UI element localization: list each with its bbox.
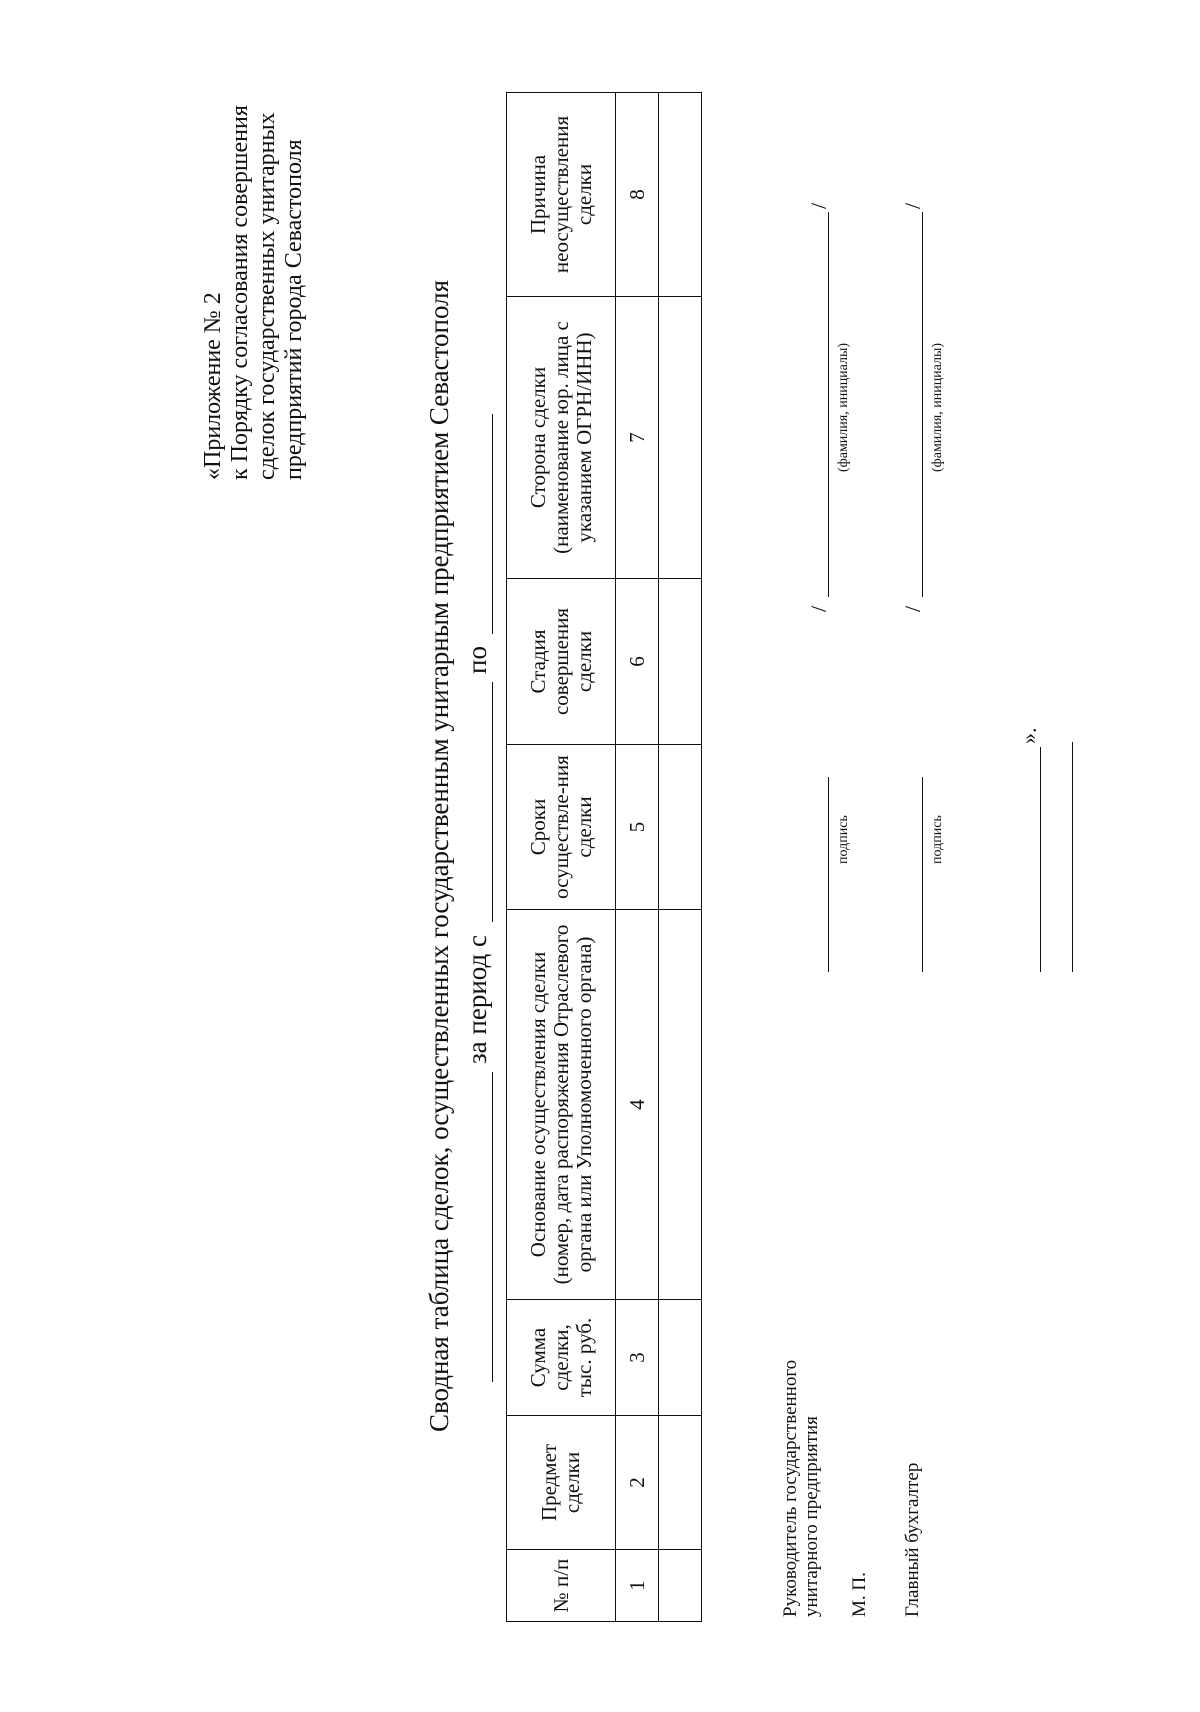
accountant-signature-caption: подпись (930, 815, 945, 864)
table-cell (659, 1416, 702, 1550)
date-line (1040, 747, 1041, 972)
head-label-line1: Руководитель государственного (780, 1359, 801, 1617)
table-cell (659, 579, 702, 745)
table-cell (659, 910, 702, 1300)
table-number-row (616, 93, 659, 1622)
date-underline (1072, 742, 1073, 972)
table-cell (659, 297, 702, 579)
column-number: 1 (616, 1550, 659, 1622)
column-number: 7 (616, 297, 659, 579)
accountant-slash-left: / (900, 605, 925, 612)
table-header-row (507, 93, 616, 1622)
column-number: 5 (616, 745, 659, 910)
period-to-blank (492, 414, 493, 634)
accountant-name-caption: (фамилия, инициалы) (930, 342, 945, 472)
header-cell: Основание осуществления сделки (номер, дата распоряжения Отраслевого органа или Уполномоченного органа) (507, 910, 616, 1300)
period-to-label: по (462, 646, 492, 674)
head-name-line (828, 212, 829, 597)
table-row (659, 93, 702, 1622)
column-number: 8 (616, 93, 659, 297)
accountant-label: Главный бухгалтер (902, 1462, 923, 1617)
transactions-table (506, 92, 702, 1622)
table-cell (659, 1550, 702, 1622)
appendix-header (200, 105, 308, 480)
table-cell (659, 1300, 702, 1416)
accountant-signature-line (922, 777, 923, 972)
appendix-line: сделок государственных унитарных (254, 112, 280, 480)
document-title: Сводная таблица сделок, осуществленных государственным унитарным предприятием Севастополя (424, 279, 454, 1433)
header-cell: Причина неосуществления сделки (507, 93, 616, 297)
header-cell: Сторона сделки (наименование юр. лица с указанием ОГРН/ИНН) (507, 297, 616, 579)
period-blank-before (492, 1072, 493, 1382)
column-number: 2 (616, 1416, 659, 1550)
accountant-name-line (922, 212, 923, 597)
table-cell (659, 93, 702, 297)
appendix-line: «Приложение № 2 (200, 292, 226, 480)
column-number: 4 (616, 910, 659, 1300)
head-slash-right: / (806, 202, 831, 209)
head-name-caption: (фамилия, инициалы) (836, 342, 851, 472)
head-signature-line (828, 777, 829, 972)
header-cell: Стадия совершения сделки (507, 579, 616, 745)
appendix-line: к Порядку согласования совершения (227, 105, 253, 480)
head-label-line2: унитарного предприятия (801, 1416, 822, 1617)
column-number: 6 (616, 579, 659, 745)
period-row (462, 0, 496, 1712)
table-cell (659, 745, 702, 910)
period-from-label: за период с (462, 935, 492, 1064)
header-cell: Сумма сделки, тыс. руб. (507, 1300, 616, 1416)
seal-label: М. П. (849, 1572, 870, 1617)
header-cell: № п/п (507, 1550, 616, 1622)
head-slash-left: / (806, 605, 831, 612)
accountant-slash-right: / (900, 202, 925, 209)
column-number: 3 (616, 1300, 659, 1416)
period-from-blank (492, 682, 493, 922)
closing-quote: ». (1016, 727, 1041, 744)
head-signature-caption: подпись (836, 815, 851, 864)
appendix-line: предприятий города Севастополя (281, 139, 307, 480)
header-cell: Сроки осуществле-ния сделки (507, 745, 616, 910)
header-cell: Предмет сделки (507, 1416, 616, 1550)
